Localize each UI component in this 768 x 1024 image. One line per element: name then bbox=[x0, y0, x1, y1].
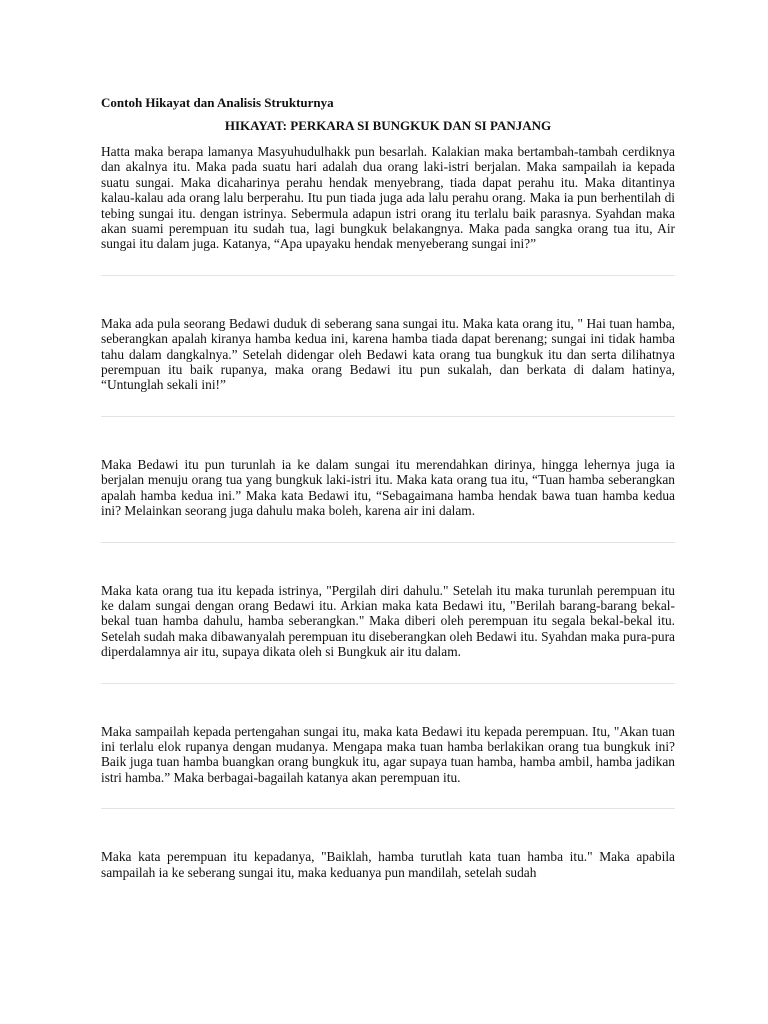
document-page bbox=[101, 95, 675, 880]
paragraph-divider bbox=[101, 808, 675, 809]
paragraph-5: Maka sampailah kepada pertengahan sungai itu, maka kata Bedawi itu kepada perempuan. Itu, "Akan tuan ini terlalu elok rupanya dengan mudanya. Mengapa maka tuan hamba berlakikan orang tua bungkuk ini? Baik juga tuan hamba buangkan orang bungkuk itu, agar supaya tuan hamba, hamba ambil, hamba jadikan istri hamba.” Maka berbagai-bagailah katanya akan perempuan itu. bbox=[101, 723, 675, 785]
paragraph-3: Maka Bedawi itu pun turunlah ia ke dalam sungai itu merendahkan dirinya, hingga lehernya juga ia berjalan menuju orang tua yang bungkuk laki-istri itu. Maka kata orang tua itu, “Tuan hamba seberangkan apalah hamba kedua ini.” Maka kata Bedawi itu, “Sebagaimana hamba hendak bawa tuan hamba kedua ini? Melainkan seorang juga dahulu maka boleh, karena air ini dalam. bbox=[101, 456, 675, 519]
paragraph-divider bbox=[101, 683, 675, 684]
paragraph-1: Hatta maka berapa lamanya Masyuhudulhakk pun besarlah. Kalakian maka bertambah-tambah cerdiknya dan akalnya itu. Maka pada suatu hari adalah dua orang laki-istri berjalan. Maka sampailah ia kepada suatu sungai. Maka dicaharinya perahu hendak menyebrang, tiada dapat perahu itu. Maka ditantinya kalau-kalau ada orang lalu berperahu. Itu pun tiada juga ada lalu perahu orang. Maka ia pun berhentilah di tebing sungai itu. dengan istrinya. Sebermula adapun istri orang itu terlalu baik parasnya. Syahdan maka akan suami perempuan itu sudah tua, lagi bungkuk belakangnya. Maka pada sangka orang tua itu, Air sungai itu dalam juga. Katanya, “Apa upayaku hendak menyeberang sungai ini?” bbox=[101, 144, 675, 252]
paragraph-2: Maka ada pula seorang Bedawi duduk di seberang sana sungai itu. Maka kata orang itu, " Hai tuan hamba, seberangkan apalah kiranya hamba kedua ini, karena hamba tiada dapat berenang; sungai ini tidak hamba tahu dalam dangkalnya.” Setelah didengar oleh Bedawi kata orang tua bungkuk itu dan serta dilihatnya perempuan itu baik rupanya, maka orang Bedawi itu pun sukalah, dan berkata di dalam hatinya, “Untunglah sekali ini!” bbox=[101, 315, 675, 393]
paragraph-divider bbox=[101, 275, 675, 276]
story-title: HIKAYAT: PERKARA SI BUNGKUK DAN SI PANJANG bbox=[224, 118, 552, 133]
paragraph-6: Maka kata perempuan itu kepadanya, "Baiklah, hamba turutlah kata tuan hamba itu." Maka apabila sampailah ia ke seberang sungai itu, maka keduanya pun mandilah, setelah sudah bbox=[101, 849, 675, 880]
paragraph-4: Maka kata orang tua itu kepada istrinya, "Pergilah diri dahulu." Setelah itu maka turunlah perempuan itu ke dalam sungai dengan orang Bedawi itu. Arkian maka kata Bedawi itu, "Berilah barang-barang bekal-bekal tuan hamba dahulu, hamba seberangkan." Maka diberi oleh perempuan itu segala bekal-bekal itu. Setelah sudah maka dibawanyalah perempuan itu diseberangkan oleh Bedawi itu. Syahdan maka pura-pura diperdalamnya air itu, supaya dikata oleh si Bungkuk air itu dalam. bbox=[101, 582, 675, 660]
paragraph-divider bbox=[101, 542, 675, 543]
document-heading: Contoh Hikayat dan Analisis Strukturnya bbox=[101, 95, 334, 110]
paragraph-divider bbox=[101, 416, 675, 417]
